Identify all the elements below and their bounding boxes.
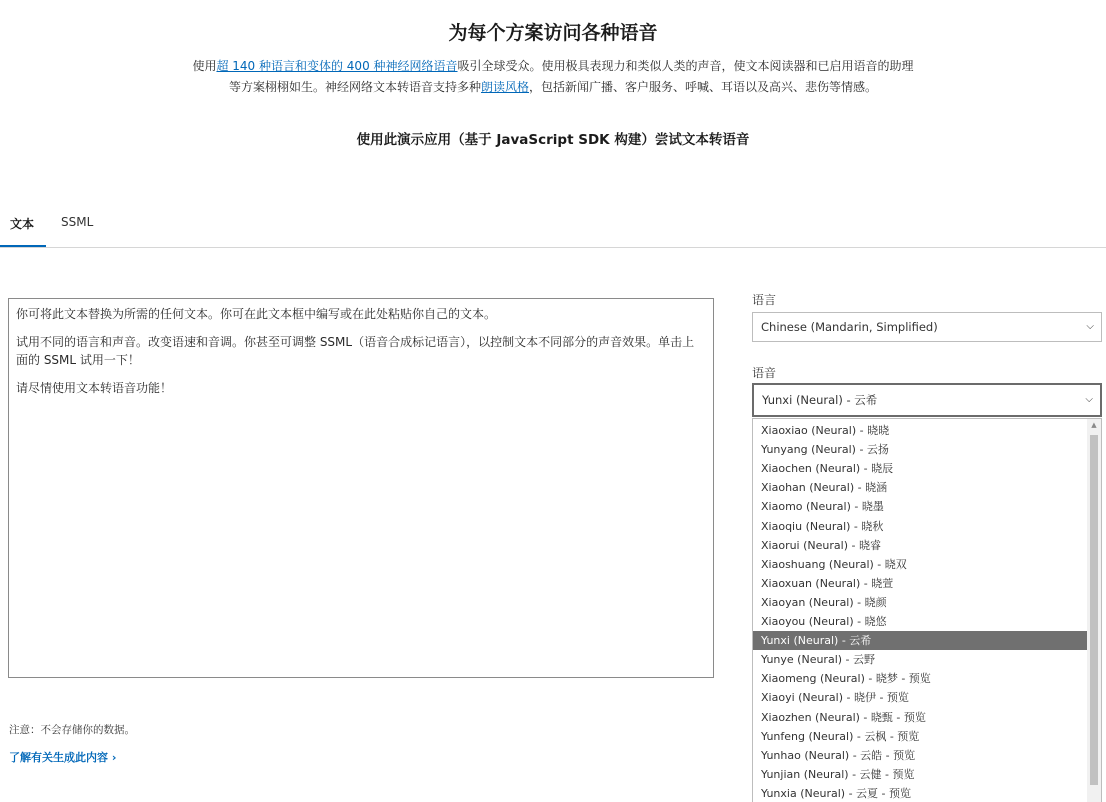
- voice-label: 语音: [752, 366, 777, 380]
- voice-option[interactable]: Xiaoqiu (Neural) - 晓秋: [761, 519, 884, 533]
- intro-text-2: 吸引全球受众。使用极具表现力和类似人类的声音，使文本阅读器和已启用语音的助理等方案栩栩如生。神经网络文本转语音支持多种: [228, 59, 914, 94]
- tab-text[interactable]: 文本: [10, 217, 35, 231]
- editor-paragraph: 试用不同的语言和声音。改变语速和音调。你甚至可调整 SSML（语音合成标记语言），以控制文本不同部分的声音效果。单击上面的 SSML 试用一下！: [16, 335, 695, 367]
- voice-option[interactable]: Xiaoshuang (Neural) - 晓双: [761, 557, 907, 571]
- voice-option[interactable]: Xiaoxiao (Neural) - 晓晓: [761, 424, 890, 437]
- voice-option[interactable]: Xiaoyi (Neural) - 晓伊 - 预览: [761, 691, 909, 705]
- language-select[interactable]: [752, 312, 1102, 342]
- learn-more-link[interactable]: 了解有关生成此内容 ›: [9, 751, 117, 764]
- voice-option[interactable]: Yunhao (Neural) - 云皓 - 预览: [761, 748, 916, 762]
- editor-paragraph: 你可将此文本替换为所需的任何文本。你可在此文本框中编写或在此处粘贴你自己的文本。: [16, 307, 497, 321]
- chevron-down-icon: ⌵: [1085, 394, 1093, 405]
- voice-option[interactable]: Xiaoyou (Neural) - 晓悠: [761, 615, 887, 628]
- tab-ssml[interactable]: SSML: [61, 215, 94, 229]
- voice-option[interactable]: Xiaorui (Neural) - 晓睿: [761, 538, 881, 552]
- voice-option[interactable]: Yunjian (Neural) - 云健 - 预览: [761, 767, 915, 781]
- language-label: 语言: [752, 293, 777, 307]
- dropdown-scrollbar[interactable]: [1087, 419, 1101, 802]
- language-select-value: Chinese (Mandarin, Simplified): [761, 320, 938, 334]
- voice-option[interactable]: Xiaoxuan (Neural) - 晓萱: [761, 576, 894, 590]
- active-tab-indicator: [0, 245, 46, 247]
- voice-option[interactable]: Xiaomo (Neural) - 晓墨: [761, 500, 884, 514]
- editor-paragraph: 请尽情使用文本转语音功能！: [16, 381, 173, 395]
- voice-option[interactable]: Yunxi (Neural) - 云希: [753, 631, 1087, 650]
- voice-option[interactable]: Yunye (Neural) - 云野: [761, 653, 876, 667]
- voice-option[interactable]: Xiaoyan (Neural) - 晓颜: [761, 595, 887, 609]
- voice-option[interactable]: Yunyang (Neural) - 云扬: [761, 443, 889, 457]
- speaking-styles-link[interactable]: 朗读风格: [480, 80, 529, 94]
- demo-subtitle: 使用此演示应用（基于 JavaScript SDK 构建）尝试文本转语音: [356, 132, 750, 148]
- tab-bar: [0, 205, 1106, 248]
- privacy-note: 注意：不会存储你的数据。: [9, 724, 135, 736]
- voice-dropdown-list: [752, 418, 1102, 802]
- voices-languages-link[interactable]: 超 140 种语言和变体的 400 种神经网络语音: [216, 59, 458, 73]
- intro-text-1: 使用: [192, 59, 217, 73]
- scrollbar-thumb[interactable]: [1090, 435, 1098, 785]
- page-title: 为每个方案访问各种语音: [448, 22, 658, 44]
- chevron-down-icon: ⌵: [1086, 321, 1094, 332]
- text-input-area[interactable]: [8, 298, 714, 678]
- voice-select[interactable]: [752, 383, 1102, 417]
- voice-option[interactable]: Yunfeng (Neural) - 云枫 - 预览: [761, 729, 920, 743]
- voice-option[interactable]: Xiaochen (Neural) - 晓辰: [761, 462, 894, 476]
- voice-select-value: Yunxi (Neural) - 云希: [762, 393, 878, 407]
- intro-paragraph: [188, 56, 918, 98]
- voice-option[interactable]: Xiaomeng (Neural) - 晓梦 - 预览: [761, 672, 931, 686]
- voice-option[interactable]: Yunxia (Neural) - 云夏 - 预览: [761, 786, 911, 800]
- voice-option[interactable]: Xiaohan (Neural) - 晓涵: [761, 481, 888, 495]
- intro-text-3: ，包括新闻广播、客户服务、呼喊、耳语以及高兴、悲伤等情感。: [529, 80, 878, 94]
- scroll-up-icon[interactable]: ▲: [1091, 421, 1097, 429]
- voice-option[interactable]: Xiaozhen (Neural) - 晓甄 - 预览: [761, 710, 926, 724]
